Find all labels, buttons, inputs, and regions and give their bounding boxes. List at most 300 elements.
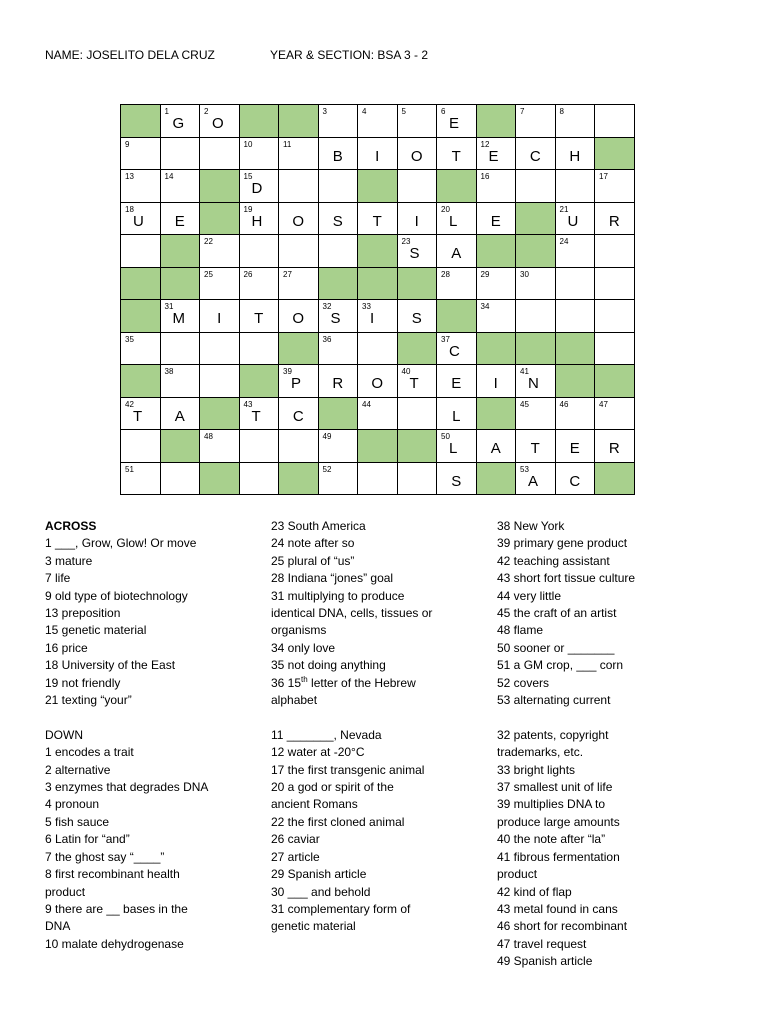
grid-cell[interactable] (397, 365, 437, 398)
grid-row (121, 235, 635, 268)
clue-line: 22 the first cloned animal (271, 814, 405, 829)
cell-letter: A (174, 407, 185, 425)
shaded-cell (279, 332, 319, 365)
shaded-cell (160, 235, 200, 268)
grid-cell[interactable] (239, 202, 279, 235)
grid-cell[interactable] (121, 430, 161, 463)
clue-number: 6 (441, 107, 446, 116)
clue-line: 15 genetic material (45, 623, 147, 638)
shaded-cell (200, 202, 240, 235)
grid-cell[interactable] (555, 105, 595, 138)
clue-line: 25 plural of “us” (271, 553, 355, 568)
clue-line: 30 ___ and behold (271, 884, 371, 899)
grid-cell[interactable] (437, 365, 477, 398)
grid-cell[interactable] (279, 365, 319, 398)
shaded-cell (121, 267, 161, 300)
grid-cell[interactable] (476, 365, 516, 398)
grid-cell[interactable] (437, 235, 477, 268)
grid-row (121, 202, 635, 235)
clue-line: 48 flame (497, 623, 544, 638)
cell-letter: I (375, 147, 380, 165)
cell-letter: A (490, 440, 501, 457)
grid-cell[interactable] (595, 397, 635, 430)
shaded-cell (397, 267, 437, 300)
grid-cell[interactable] (318, 300, 358, 333)
clue-number: 42 (125, 399, 134, 409)
grid-cell[interactable] (516, 137, 556, 170)
clue-number: 51 (125, 464, 134, 474)
grid-cell[interactable] (516, 170, 556, 203)
clue-number: 53 (520, 464, 529, 474)
down-clues-list-3 (497, 727, 727, 971)
grid-cell[interactable] (437, 397, 477, 430)
grid-cell[interactable] (358, 137, 398, 170)
cell-letter: E (451, 375, 462, 392)
shaded-cell (239, 365, 279, 398)
cell-letter: I (370, 310, 375, 327)
clue-line: 26 caviar (271, 832, 320, 847)
grid-cell[interactable] (358, 397, 398, 430)
cell-letter: E (488, 147, 499, 165)
grid-cell[interactable] (555, 267, 595, 300)
clue-number: 43 (243, 399, 253, 409)
grid-cell[interactable] (318, 430, 358, 463)
cell-letter: T (372, 212, 382, 230)
shaded-cell (476, 332, 516, 365)
grid-cell[interactable] (397, 300, 437, 333)
cell-letter: U (133, 212, 144, 230)
cell-letter: T (133, 407, 143, 425)
grid-cell[interactable] (555, 397, 595, 430)
grid-cell[interactable] (397, 397, 437, 430)
clue-number: 37 (441, 334, 450, 344)
clue-number: 39 (283, 367, 292, 376)
clue-number: 20 (441, 204, 450, 214)
cell-letter: M (172, 310, 185, 327)
grid-cell[interactable] (279, 137, 319, 170)
grid-cell[interactable] (121, 462, 161, 495)
clue-line: 42 kind of flap (497, 884, 572, 899)
clue-line: 1 encodes a trait (45, 745, 134, 760)
grid-cell[interactable] (516, 462, 556, 495)
down-clues-list-2 (271, 727, 481, 936)
clue-number: 50 (441, 432, 450, 441)
grid-row (121, 430, 635, 463)
grid-cell[interactable] (200, 235, 240, 268)
clue-number: 13 (125, 172, 134, 181)
clue-number: 48 (204, 432, 213, 441)
grid-cell[interactable] (358, 300, 398, 333)
cell-letter: R (332, 375, 344, 392)
clue-number: 30 (520, 269, 529, 279)
clue-number: 38 (164, 367, 174, 376)
grid-cell[interactable] (358, 202, 398, 235)
clue-number: 41 (520, 367, 529, 376)
clue-line: 2 alternative (45, 762, 111, 777)
grid-cell[interactable] (279, 170, 319, 203)
shaded-cell (437, 170, 477, 203)
grid-cell[interactable] (397, 462, 437, 495)
clue-line: 47 travel request (497, 936, 587, 951)
shaded-cell (476, 235, 516, 268)
clue-line: 6 Latin for “and” (45, 832, 130, 847)
cell-letter: C (449, 342, 460, 360)
grid-cell[interactable] (279, 267, 319, 300)
grid-cell[interactable] (437, 137, 477, 170)
grid-cell[interactable] (437, 202, 477, 235)
grid-row (121, 462, 635, 495)
clue-line: identical DNA, cells, tissues or (271, 606, 433, 621)
grid-cell[interactable] (121, 332, 161, 365)
grid-cell[interactable] (239, 300, 279, 333)
cell-letter: E (490, 212, 501, 230)
clue-number: 49 (322, 432, 332, 441)
grid-cell[interactable] (476, 267, 516, 300)
clue-line: 33 bright lights (497, 762, 576, 777)
grid-cell[interactable] (160, 202, 200, 235)
cell-letter: S (332, 212, 343, 230)
clue-number: 45 (520, 399, 529, 409)
clue-number: 19 (243, 204, 253, 214)
clue-line: 18 University of the East (45, 658, 176, 673)
down-heading: DOWN (45, 727, 83, 742)
grid-cell[interactable] (595, 300, 635, 333)
grid-cell[interactable] (279, 397, 319, 430)
cell-letter: N (528, 375, 539, 392)
clue-line: 38 New York (497, 519, 565, 533)
grid-cell[interactable] (595, 202, 635, 235)
shaded-cell (121, 300, 161, 333)
clue-number: 21 (559, 204, 569, 214)
clue-number: 26 (243, 269, 253, 279)
grid-cell[interactable] (516, 105, 556, 138)
grid-row (121, 105, 635, 138)
grid-cell[interactable] (555, 170, 595, 203)
clue-number: 25 (204, 269, 213, 279)
grid-cell[interactable] (200, 105, 240, 138)
clue-line: 3 enzymes that degrades DNA (45, 780, 209, 795)
clue-line: 42 teaching assistant (497, 553, 610, 568)
clue-line: product (45, 884, 86, 899)
clue-number: 5 (401, 107, 406, 116)
cell-letter: T (254, 310, 264, 327)
clue-line: 11 _______, Nevada (271, 727, 382, 742)
shaded-cell (160, 430, 200, 463)
grid-cell[interactable] (358, 105, 398, 138)
cell-letter: S (330, 310, 341, 327)
clue-line: 21 texting “your” (45, 693, 132, 708)
clue-number: 44 (362, 399, 371, 409)
grid-cell[interactable] (437, 332, 477, 365)
cell-letter: O (410, 147, 423, 165)
clue-line: 23 South America (271, 519, 366, 533)
clue-number: 46 (559, 399, 569, 409)
shaded-cell (121, 365, 161, 398)
grid-cell[interactable] (160, 137, 200, 170)
clue-line: ancient Romans (271, 797, 358, 812)
clue-number: 32 (322, 302, 332, 311)
grid-cell[interactable] (516, 397, 556, 430)
grid-cell[interactable] (121, 170, 161, 203)
grid-cell[interactable] (160, 365, 200, 398)
grid-row (121, 332, 635, 365)
grid-cell[interactable] (555, 430, 595, 463)
clue-line: 5 fish sauce (45, 814, 110, 829)
shaded-cell (200, 462, 240, 495)
clue-line: 46 short for recombinant (497, 919, 628, 934)
shaded-cell (358, 267, 398, 300)
shaded-cell (318, 397, 358, 430)
clue-line: 53 alternating current (497, 693, 611, 708)
clue-number: 52 (322, 464, 332, 474)
clue-number: 35 (125, 334, 134, 344)
cell-letter: T (409, 375, 419, 392)
cell-letter: O (371, 375, 384, 392)
grid-cell[interactable] (239, 235, 279, 268)
grid-row (121, 267, 635, 300)
clue-line: 16 price (45, 640, 88, 655)
shaded-cell (279, 105, 319, 138)
clues-column-2 (271, 518, 481, 936)
clue-number: 1 (164, 107, 169, 116)
grid-row (121, 397, 635, 430)
clue-line: 36 15th letter of the Hebrew (271, 674, 416, 690)
grid-cell[interactable] (397, 170, 437, 203)
cell-letter: T (451, 147, 461, 165)
grid-cell[interactable] (358, 462, 398, 495)
grid-row (121, 137, 635, 170)
clue-number: 16 (480, 172, 490, 181)
cell-letter: L (449, 440, 458, 457)
grid-cell[interactable] (555, 235, 595, 268)
grid-cell[interactable] (437, 462, 477, 495)
clue-line: 29 Spanish article (271, 867, 367, 882)
clue-number: 2 (204, 107, 209, 116)
grid-cell[interactable] (239, 267, 279, 300)
cell-letter: L (452, 407, 461, 425)
grid-cell[interactable] (318, 462, 358, 495)
cell-letter: A (451, 245, 462, 262)
cell-letter: S (411, 310, 422, 327)
clue-number: 40 (401, 367, 411, 376)
grid-row (121, 170, 635, 203)
grid-cell[interactable] (476, 170, 516, 203)
grid-cell[interactable] (121, 397, 161, 430)
grid-cell[interactable] (121, 235, 161, 268)
clue-line: 12 water at -20°C (271, 745, 365, 760)
clue-line: 49 Spanish article (497, 954, 593, 969)
grid-cell[interactable] (595, 267, 635, 300)
grid-cell[interactable] (318, 170, 358, 203)
shaded-cell (200, 397, 240, 430)
clue-number: 17 (599, 172, 608, 181)
grid-cell[interactable] (476, 430, 516, 463)
grid-cell[interactable] (358, 332, 398, 365)
across-clues-list-1 (45, 535, 255, 709)
grid-cell[interactable] (200, 365, 240, 398)
grid-cell[interactable] (516, 430, 556, 463)
clue-number: 34 (480, 302, 490, 311)
grid-cell[interactable] (200, 137, 240, 170)
clue-line: 31 multiplying to produce (271, 588, 405, 603)
clue-number: 14 (164, 172, 174, 181)
clue-line: trademarks, etc. (497, 745, 584, 760)
grid-cell[interactable] (239, 462, 279, 495)
cell-letter: H (569, 147, 581, 165)
grid-cell[interactable] (160, 105, 200, 138)
clue-line: 34 only love (271, 640, 336, 655)
grid-cell[interactable] (358, 365, 398, 398)
cell-letter: S (409, 245, 420, 262)
grid-cell[interactable] (595, 430, 635, 463)
cell-letter: S (451, 472, 462, 490)
grid-cell[interactable] (318, 332, 358, 365)
grid-cell[interactable] (239, 170, 279, 203)
clue-line: 43 short fort tissue culture (497, 571, 636, 586)
grid-cell[interactable] (160, 332, 200, 365)
grid-cell[interactable] (279, 235, 319, 268)
grid-cell[interactable] (476, 202, 516, 235)
grid-cell[interactable] (239, 430, 279, 463)
grid-cell[interactable] (200, 430, 240, 463)
shaded-cell (358, 430, 398, 463)
grid-cell[interactable] (160, 462, 200, 495)
cell-letter: O (292, 310, 305, 327)
grid-cell[interactable] (437, 430, 477, 463)
grid-cell[interactable] (239, 332, 279, 365)
grid-cell[interactable] (200, 267, 240, 300)
clue-number: 18 (125, 204, 134, 214)
grid-cell[interactable] (318, 105, 358, 138)
clues-column-3 (497, 518, 727, 971)
grid-cell[interactable] (279, 202, 319, 235)
clue-number: 28 (441, 269, 450, 279)
shaded-cell (555, 365, 595, 398)
clue-line: 45 the craft of an artist (497, 606, 617, 621)
clue-line: 3 mature (45, 553, 93, 568)
cell-letter: E (569, 440, 580, 457)
grid-row (121, 300, 635, 333)
clue-line: 7 the ghost say “____” (45, 849, 165, 864)
cell-letter: I (414, 212, 419, 230)
grid-cell[interactable] (516, 267, 556, 300)
clue-line: 27 article (271, 849, 320, 864)
clue-line: organisms (271, 623, 327, 638)
clue-number: 31 (164, 302, 174, 311)
grid-cell[interactable] (397, 202, 437, 235)
clue-line: 31 complementary form of (271, 901, 411, 916)
grid-cell[interactable] (437, 105, 477, 138)
grid-cell[interactable] (160, 397, 200, 430)
shaded-cell (516, 235, 556, 268)
grid-cell[interactable] (318, 202, 358, 235)
clue-line: product (497, 867, 538, 882)
clue-number: 29 (480, 269, 490, 279)
clue-number: 27 (283, 269, 292, 279)
grid-cell[interactable] (555, 137, 595, 170)
grid-cell[interactable] (200, 300, 240, 333)
clue-line: 44 very little (497, 588, 562, 603)
grid-cell[interactable] (121, 137, 161, 170)
cell-letter: T (530, 440, 540, 457)
clue-number: 12 (480, 139, 490, 149)
clue-number: 22 (204, 237, 213, 246)
grid-cell[interactable] (318, 137, 358, 170)
grid-cell[interactable] (476, 137, 516, 170)
cell-letter: P (291, 375, 302, 392)
grid-cell[interactable] (279, 300, 319, 333)
down-clues-list-1 (45, 744, 255, 953)
clue-line: 35 not doing anything (271, 658, 386, 673)
grid-cell[interactable] (397, 137, 437, 170)
cell-letter: D (251, 180, 263, 197)
grid-cell[interactable] (121, 202, 161, 235)
clue-line: 20 a god or spirit of the (271, 780, 394, 795)
grid-cell[interactable] (318, 235, 358, 268)
clue-line: 52 covers (497, 675, 550, 690)
grid-cell[interactable] (595, 170, 635, 203)
shaded-cell (516, 202, 556, 235)
clue-number: 24 (559, 237, 569, 246)
shaded-cell (595, 365, 635, 398)
grid-cell[interactable] (279, 430, 319, 463)
clue-line: 1 ___, Grow, Glow! Or move (45, 536, 197, 551)
grid-cell[interactable] (476, 300, 516, 333)
cell-letter: O (212, 115, 224, 132)
grid-cell[interactable] (516, 300, 556, 333)
cell-letter: E (449, 115, 460, 132)
grid-cell[interactable] (595, 105, 635, 138)
grid-cell[interactable] (595, 332, 635, 365)
grid-cell[interactable] (555, 300, 595, 333)
grid-cell[interactable] (239, 137, 279, 170)
grid-cell[interactable] (437, 267, 477, 300)
across-clues-list-2 (271, 518, 481, 709)
grid-cell[interactable] (200, 332, 240, 365)
cell-letter: I (217, 310, 222, 327)
shaded-cell (239, 105, 279, 138)
clue-number: 3 (322, 107, 327, 116)
shaded-cell (595, 462, 635, 495)
grid-cell[interactable] (397, 235, 437, 268)
grid-cell[interactable] (239, 397, 279, 430)
cell-letter: C (569, 472, 581, 490)
cell-letter: E (174, 212, 185, 230)
grid-cell[interactable] (555, 462, 595, 495)
grid-cell[interactable] (595, 235, 635, 268)
shaded-cell (595, 137, 635, 170)
grid-cell[interactable] (555, 202, 595, 235)
student-name: NAME: JOSELITO DELA CRUZ (45, 48, 215, 62)
cell-letter: O (292, 212, 305, 230)
grid-cell[interactable] (318, 365, 358, 398)
clue-line: 24 note after so (271, 536, 355, 551)
grid-cell[interactable] (160, 300, 200, 333)
cell-letter: B (332, 147, 343, 165)
clue-line: 17 the first transgenic animal (271, 762, 425, 777)
clue-number: 4 (362, 107, 367, 116)
clue-line: 4 pronoun (45, 797, 100, 812)
grid-cell[interactable] (397, 105, 437, 138)
shaded-cell (516, 332, 556, 365)
cell-letter: I (493, 375, 498, 392)
crossword-grid (120, 104, 635, 495)
grid-cell[interactable] (516, 365, 556, 398)
clue-line: 40 the note after “la” (497, 832, 606, 847)
grid-cell[interactable] (160, 170, 200, 203)
clue-line: 39 primary gene product (497, 536, 628, 551)
shaded-cell (397, 430, 437, 463)
